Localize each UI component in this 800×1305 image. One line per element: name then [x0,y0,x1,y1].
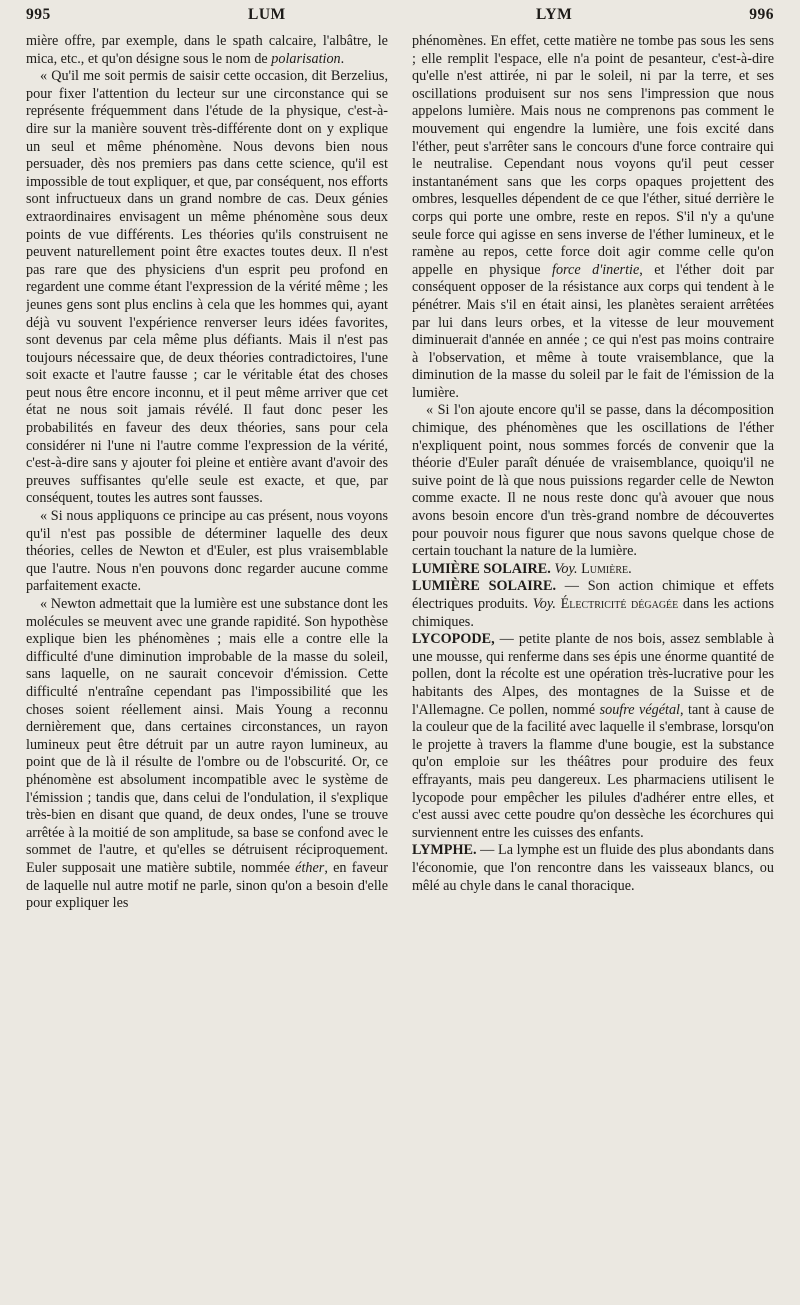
running-header [26,6,774,28]
page-number-left: 995 [26,6,51,23]
dictionary-entry [412,842,774,895]
text-run: , et l'éther doit par conséquent opposer de la résistance aux corps qui tendent à le pénétrer. Mais s'il en était ainsi, les planètes seraient arrêtées par lui dans leurs orbes, et la vitesse de leur mouvement diminuerait d'année en année ; ce qui n'est pas moins contraire à l'observation, et même à toute vraisemblance, que la diminution de la masse du soleil par le fait de l'émission de la lumière. [412,261,774,401]
text-run: « Si nous appliquons ce principe au cas présent, nous voyons qu'il n'est pas possible de déterminer laquelle des deux théories, celles de Newton et d'Euler, est plus vraisemblable que l'autre. Nous n'en pouvons donc regarder aucune comme parfaitement exacte. [26,508,388,595]
text-run: « Si l'on ajoute encore qu'il se passe, dans la décomposition chimique, des phénomènes que les oscillations de l'éther n'expliquent point, nous sommes forcés de convenir que la théorie d'Euler paraît dénuée de vraisemblance, quoiqu'il ne suive point de là que nous puissions regarder celle de Newton comme exacte. Il ne nous reste donc qu'à avouer que nous avons besoin encore d'un très-grand nombre de découvertes pour pouvoir nous figurer que nous savons quelque chose de certain touchant la nature de la lumière. [412,402,774,560]
text-run: . [628,560,632,577]
text-run: « Newton admettait que la lumière est une substance dont les molécules se meuvent avec une grande rapidité. Son hypothèse explique bien les phénomènes ; mais elle a contre elle la difficulté d'une diminution improbable de la masse du soleil, sans laquelle, on ne saurait concevoir d'émission. Cette difficulté n'entraîne cependant pas l'impossibilité que les choses soient réellement ainsi. Mais Young a reconnu dernièrement que, dans certaines circonstances, un rayon lumineux peut être détruit par un autre rayon lumineux, au point que de là il résulte de l'ombre ou de l'obscurité. Or, ce phénomène est absolument incompatible avec le système de l'émission ; tandis que, dans celui de l'ondulation, il s'explique très-bien en disant que quand, de deux ondes, l'une se trouve arrêtée à la moitié de son amplitude, sa base se confond avec le sommet de l'autre, et qu'elles se détruisent réciproquement. Euler supposait une matière subtile, nommée [26,596,388,876]
paragraph [26,68,388,508]
text-run: — La lymphe est un fluide des plus abondants dans l'économie, que l'on rencontre dans les vaisseaux blancs, ou mêlé au chyle dans le canal thoracique. [412,842,774,894]
text-run: mière offre, par exemple, dans le spath calcaire, l'albâtre, le mica, etc., et qu'on désigne sous le nom de [26,33,388,67]
paragraph [412,402,774,560]
text-run: phénomènes. En effet, cette matière ne tombe pas sous les sens ; elle remplit l'espace, elle n'a point de pesanteur, c'est-à-dire qu'elle n'est attirée, ni par le soleil, ni par la terre, et ses oscillations produisent sur nos sens l'impression que nous appelons lumière. Mais nous ne comprenons pas comment le mouvement qui engendre la lumière, une fois excité dans l'éther, peut s'arrêter sans le concours d'une force contraire qui le neutralise. Cependant nous voyons qu'il peut cesser instantanément sans que les corps opaques projettent des ombres, lesquelles dépendent de ce que l'éther, situé derrière le corps qui porte une ombre, reste en repos. S'il n'y a qu'une seule force qui agisse en sens inverse de l'éther lumineux, et le ramène au repos, cette force doit agir comme celle qu'on appelle en physique [412,33,774,278]
text-run: , tant à cause de la couleur que de la facilité avec laquelle il s'embrase, lorsqu'on le projette à travers la flamme d'une bougie, est la substance qu'on emploie sur les théâtres pour produire des feux effrayants, mais peu dangereux. Les pharmaciens utilisent le lycopode pour empêcher les pilules d'adhérer entre elles, et c'est aussi avec cette poudre qu'on dessèche les écorchures qui surviennent entre les cuisses des enfants. [412,701,774,841]
paragraph [26,33,388,68]
entry-headword: LUMIÈRE SOLAIRE. [412,560,551,577]
text-run: Voy. [554,560,578,577]
text-run: Voy. [532,596,556,612]
running-head-left: LUM [248,6,286,23]
text-run: soufre végétal [599,701,680,718]
entry-headword: LYCOPODE, [412,631,495,648]
dictionary-entry [412,578,774,631]
text-run: — petite plante de nos bois, assez semblable à une mousse, qui renferme dans ses épis une énorme quantité de pollen, dont la récolte est une opération très-lucrative pour les habitants des Alpes, des montagnes de la Suisse et de l'Allemagne. Ce pollen, nommé [412,631,774,718]
cross-reference: Lumière [581,560,629,577]
text-run: polarisation [271,50,341,67]
text-run: « Qu'il me soit permis de saisir cette occasion, dit Berzelius, pour fixer l'attention du lecteur sur une circonstance qui se représente fréquemment dans l'étude de la physique, c'est-à-dire sur la manière souvent très-différente dont on y explique un seul et même phénomène. Nous devons bien nous persuader, dès nos premiers pas dans cette science, qu'il est impossible de tout expliquer, et que, par conséquent, nos efforts sont infructueux dans un grand nombre de cas. Deux génies extraordinaires envisagent un même phénomène sous deux points de vue différents. Les théories qu'ils construisent ne peuvent naturellement point être exactes toutes deux. Il n'est pas rare que des physiciens d'un esprit peu profond en regardent une comme étant l'expression de la vérité même ; les jeunes gens sont plus enclins à cela que les hommes qui, ayant déjà vu souvent l'expérience renverser leurs idées favorites, sont devenus par cela même plus défiants. Mais il n'est pas toujours nécessaire que, de deux théories contradictoires, l'une soit exacte et l'autre fausse ; car le véritable état des choses peut nous être encore inconnu, et il peut même arriver que cet état ne nous soit jamais révélé. Il faut donc peser les probabilités en faveur des deux théories, sans pour cela considérer ni l'une ni l'autre comme l'expression de la vérité, c'est-à-dire sans y ajouter foi pleine et entière avant d'avoir des preuves suffisantes qu'elle seule est exacte, et que, par conséquent, toutes les autres sont fausses. [26,68,388,507]
entry-headword: LYMPHE. [412,842,477,859]
cross-reference: Électricité dégagée [560,596,679,612]
text-run: éther [295,859,325,876]
running-head-right: LYM [536,6,573,23]
text-columns [26,33,774,1297]
page-number-right: 996 [749,6,774,23]
text-run: force d'inertie [552,261,640,278]
paragraph [412,33,774,402]
right-column [412,33,774,1297]
paragraph [26,508,388,596]
dictionary-entry [412,561,774,579]
paragraph [26,596,388,913]
entry-headword: LUMIÈRE SOLAIRE. [412,578,556,595]
text-run: — Son action chimique et effets électriques produits. [412,578,774,612]
left-column [26,33,388,1297]
text-run: . [340,50,345,67]
dictionary-entry [412,631,774,842]
text-run: , en faveur de laquelle nul autre motif ne parle, sinon qu'on a besoin d'elle pour expliquer les [26,859,388,912]
text-run: dans les actions chimiques. [412,596,774,630]
